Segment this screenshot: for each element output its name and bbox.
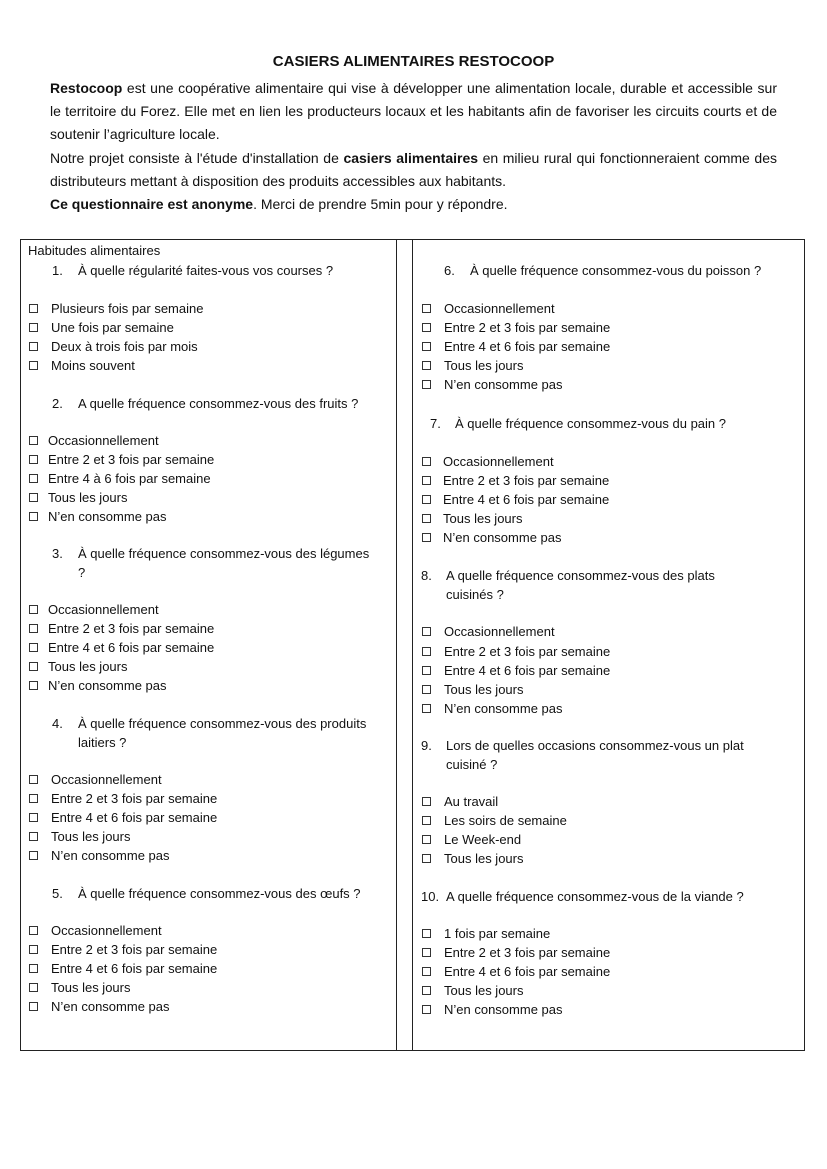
q10-option-1-label: 1 fois par semaine (444, 926, 551, 941)
intro-p3-end: . Merci de prendre 5min pour y répondre. (253, 196, 508, 213)
intro-p2-start: Notre projet consiste à l'étude d'installation de (50, 149, 344, 166)
q7-option-4-label: Tous les jours (443, 511, 523, 526)
q3-option-4-label: Tous les jours (48, 659, 128, 674)
q10-option-5-label: N’en consomme pas (444, 1002, 563, 1017)
q9-option-1-label: Au travail (444, 794, 499, 809)
q5-option-4-label: Tous les jours (51, 980, 131, 995)
intro-paragraph-1 (50, 77, 777, 147)
q7-option-5-checkbox[interactable] (422, 533, 431, 542)
q2-option-3-label: Entre 4 à 6 fois par semaine (48, 471, 211, 486)
q8-option-4-checkbox[interactable] (422, 685, 431, 694)
q8-option-5-label: N’en consomme pas (444, 701, 563, 716)
q3-question-line1: À quelle fréquence consommez-vous des légumes (78, 546, 370, 561)
q4-number: 4. (52, 716, 63, 731)
q9-number: 9. (421, 738, 432, 753)
q6-option-1-checkbox[interactable] (422, 304, 431, 313)
q3-option-3-checkbox[interactable] (29, 643, 38, 652)
q8-option-4-label: Tous les jours (444, 682, 524, 697)
q6-option-1-label: Occasionnellement (444, 301, 555, 316)
q10-option-5-checkbox[interactable] (422, 1005, 431, 1014)
anonymous-notice: Ce questionnaire est anonyme (50, 196, 254, 213)
q8-question-line2: cuisinés ? (446, 587, 504, 602)
q7-option-5-label: N’en consomme pas (443, 530, 562, 545)
q4-option-4-checkbox[interactable] (29, 832, 38, 841)
intro-p2-bold: casiers alimentaires (343, 149, 479, 166)
q2-option-4-label: Tous les jours (48, 490, 128, 505)
q3-option-4-checkbox[interactable] (29, 662, 38, 671)
q5-option-2-label: Entre 2 et 3 fois par semaine (51, 942, 218, 957)
q6-option-2-checkbox[interactable] (422, 323, 431, 332)
q4-option-5-checkbox[interactable] (29, 851, 38, 860)
q6-option-3-checkbox[interactable] (422, 342, 431, 351)
q9-question-line1: Lors de quelles occasions consommez-vous un plat (446, 738, 744, 753)
q4-question-line1: À quelle fréquence consommez-vous des produits (78, 716, 367, 731)
q1-question: À quelle régularité faites-vous vos courses ? (78, 263, 334, 278)
q2-number: 2. (52, 396, 63, 411)
q1-option-1-label: Plusieurs fois par semaine (51, 301, 204, 316)
q10-option-3-checkbox[interactable] (422, 967, 431, 976)
q4-option-3-label: Entre 4 et 6 fois par semaine (51, 810, 218, 825)
q3-option-5-checkbox[interactable] (29, 681, 38, 690)
q9-option-2-label: Les soirs de semaine (444, 813, 567, 828)
q5-option-2-checkbox[interactable] (29, 945, 38, 954)
q9-option-2-checkbox[interactable] (422, 816, 431, 825)
q3-option-5-label: N’en consomme pas (48, 678, 167, 693)
q9-option-4-checkbox[interactable] (422, 854, 431, 863)
q9-option-3-label: Le Week-end (444, 832, 522, 847)
q4-option-1-checkbox[interactable] (29, 775, 38, 784)
q3-option-2-label: Entre 2 et 3 fois par semaine (48, 621, 215, 636)
q3-option-1-checkbox[interactable] (29, 605, 38, 614)
q1-option-2-label: Une fois par semaine (51, 320, 174, 335)
intro-p2-end: en milieu rural qui fonctionneraient comme des distributeurs mettant à disposition des produits accessibles aux habitants. (50, 149, 777, 189)
q8-option-1-checkbox[interactable] (422, 627, 431, 636)
q3-option-3-label: Entre 4 et 6 fois par semaine (48, 640, 215, 655)
q4-question-line2: laitiers ? (78, 735, 127, 750)
q9-option-3-checkbox[interactable] (422, 835, 431, 844)
q3-option-2-checkbox[interactable] (29, 624, 38, 633)
q4-option-4-label: Tous les jours (51, 829, 131, 844)
q7-option-2-checkbox[interactable] (422, 476, 431, 485)
q1-option-4-checkbox[interactable] (29, 361, 38, 370)
q10-option-4-checkbox[interactable] (422, 986, 431, 995)
q8-question-line1: A quelle fréquence consommez-vous des plats (446, 568, 715, 583)
page-title: CASIERS ALIMENTAIRES RESTOCOOP (272, 53, 555, 70)
q5-number: 5. (52, 886, 63, 901)
q10-option-3-label: Entre 4 et 6 fois par semaine (444, 964, 611, 979)
intro-p1-text: est une coopérative alimentaire qui vise à développer une alimentation locale, durable et accessible sur le territoire du Forez. Elle met en lien les producteurs locaux et les habitants afin de favoriser les circuits courts et de soutenir l’agriculture locale. (50, 80, 777, 143)
q7-option-1-label: Occasionnellement (443, 454, 554, 469)
q8-option-2-label: Entre 2 et 3 fois par semaine (444, 644, 611, 659)
q10-option-4-label: Tous les jours (444, 983, 524, 998)
q9-option-1-checkbox[interactable] (422, 797, 431, 806)
q5-option-1-label: Occasionnellement (51, 923, 162, 938)
column-divider-left (396, 239, 397, 1051)
q4-option-3-checkbox[interactable] (29, 813, 38, 822)
q8-option-3-checkbox[interactable] (422, 666, 431, 675)
q6-option-2-label: Entre 2 et 3 fois par semaine (444, 320, 611, 335)
q8-number: 8. (421, 568, 432, 583)
q6-option-4-label: Tous les jours (444, 358, 524, 373)
q5-question: À quelle fréquence consommez-vous des œufs ? (78, 886, 361, 901)
q8-option-2-checkbox[interactable] (422, 647, 431, 656)
q7-option-3-checkbox[interactable] (422, 495, 431, 504)
q2-option-5-checkbox[interactable] (29, 512, 38, 521)
q6-option-5-checkbox[interactable] (422, 380, 431, 389)
q5-option-3-label: Entre 4 et 6 fois par semaine (51, 961, 218, 976)
q10-question: A quelle fréquence consommez-vous de la viande ? (446, 889, 744, 904)
column-divider-right (412, 239, 413, 1051)
q7-number: 7. (430, 416, 441, 431)
q4-option-2-checkbox[interactable] (29, 794, 38, 803)
q2-option-3-checkbox[interactable] (29, 474, 38, 483)
q2-option-4-checkbox[interactable] (29, 493, 38, 502)
q5-option-4-checkbox[interactable] (29, 983, 38, 992)
q7-option-3-label: Entre 4 et 6 fois par semaine (443, 492, 610, 507)
q1-option-2-checkbox[interactable] (29, 323, 38, 332)
q9-question-line2: cuisiné ? (446, 757, 498, 772)
q4-option-1-label: Occasionnellement (51, 772, 162, 787)
q5-option-1-checkbox[interactable] (29, 926, 38, 935)
q8-option-3-label: Entre 4 et 6 fois par semaine (444, 663, 611, 678)
q4-option-5-label: N’en consomme pas (51, 848, 170, 863)
q2-option-1-checkbox[interactable] (29, 436, 38, 445)
q1-option-3-label: Deux à trois fois par mois (51, 339, 198, 354)
q4-option-2-label: Entre 2 et 3 fois par semaine (51, 791, 218, 806)
q1-option-4-label: Moins souvent (51, 358, 135, 373)
q5-option-5-checkbox[interactable] (29, 1002, 38, 1011)
q6-option-4-checkbox[interactable] (422, 361, 431, 370)
q1-option-3-checkbox[interactable] (29, 342, 38, 351)
intro-paragraph-2 (50, 147, 777, 193)
intro-text (50, 77, 777, 216)
q6-option-5-label: N’en consomme pas (444, 377, 563, 392)
q2-question: A quelle fréquence consommez-vous des fruits ? (78, 396, 359, 411)
q1-option-1-checkbox[interactable] (29, 304, 38, 313)
q8-option-5-checkbox[interactable] (422, 704, 431, 713)
q5-option-5-label: N’en consomme pas (51, 999, 170, 1014)
q1-number: 1. (52, 263, 63, 278)
q3-question-line2: ? (78, 565, 86, 580)
q7-option-4-checkbox[interactable] (422, 514, 431, 523)
q10-number: 10. (421, 889, 440, 904)
intro-paragraph-3 (50, 193, 777, 216)
q6-option-3-label: Entre 4 et 6 fois par semaine (444, 339, 611, 354)
q2-option-1-label: Occasionnellement (48, 433, 159, 448)
q8-option-1-label: Occasionnellement (444, 624, 555, 639)
section-label: Habitudes alimentaires (28, 243, 161, 258)
q10-option-1-checkbox[interactable] (422, 929, 431, 938)
q7-option-2-label: Entre 2 et 3 fois par semaine (443, 473, 610, 488)
q2-option-2-label: Entre 2 et 3 fois par semaine (48, 452, 215, 467)
q6-question: À quelle fréquence consommez-vous du poisson ? (470, 263, 762, 278)
brand-name: Restocoop (50, 80, 123, 96)
q6-number: 6. (444, 263, 455, 278)
q5-option-3-checkbox[interactable] (29, 964, 38, 973)
q9-option-4-label: Tous les jours (444, 851, 524, 866)
q7-option-1-checkbox[interactable] (422, 457, 431, 466)
q2-option-5-label: N’en consomme pas (48, 509, 167, 524)
q10-option-2-checkbox[interactable] (422, 948, 431, 957)
q10-option-2-label: Entre 2 et 3 fois par semaine (444, 945, 611, 960)
q3-option-1-label: Occasionnellement (48, 602, 159, 617)
q7-question: À quelle fréquence consommez-vous du pain ? (455, 416, 726, 431)
q2-option-2-checkbox[interactable] (29, 455, 38, 464)
q3-number: 3. (52, 546, 63, 561)
